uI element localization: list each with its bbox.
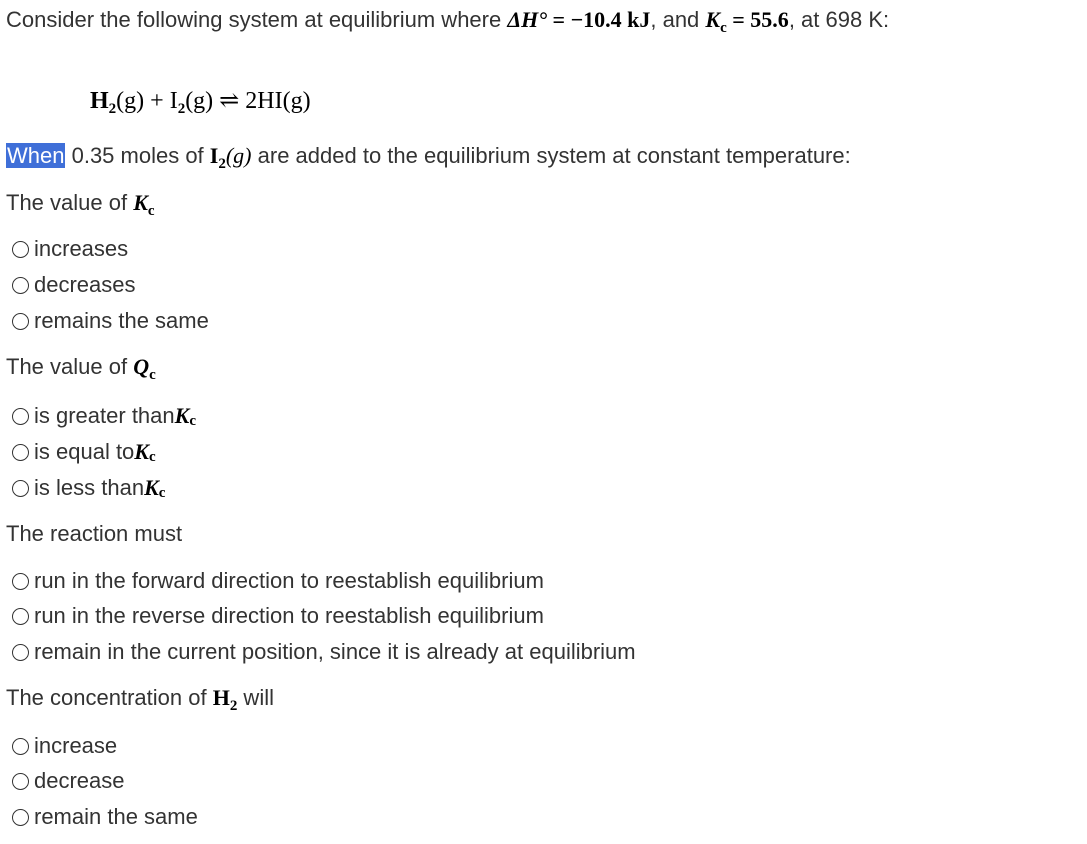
q2-option-less-than[interactable]: is less than K c — [12, 473, 165, 503]
q3-option-reverse[interactable]: run in the reverse direction to reestablish equilibrium — [12, 601, 544, 631]
problem-intro — [6, 5, 1066, 38]
delta-h-symbol: ΔH° — [507, 7, 548, 32]
q2-option-equal-to[interactable]: is equal to K c — [12, 437, 156, 467]
question-2-label: The value of $Q_c$ — [6, 354, 156, 383]
radio-button[interactable] — [12, 480, 29, 497]
q4-option-increase[interactable]: increase — [12, 731, 117, 761]
kc-symbol: K — [705, 7, 721, 32]
radio-button[interactable] — [12, 313, 29, 330]
radio-button[interactable] — [12, 809, 29, 826]
delta-h-value: = −10.4 kJ — [547, 7, 651, 32]
q3-option-remain[interactable]: remain in the current position, since it is already at equilibrium — [12, 637, 636, 667]
selected-text-highlight: When — [7, 143, 65, 168]
radio-button[interactable] — [12, 773, 29, 790]
q3-option-forward[interactable]: run in the forward direction to reestablish equilibrium — [12, 566, 544, 596]
question-3-label: The reaction must — [6, 521, 183, 546]
q1-option-decreases[interactable]: decreases — [12, 270, 136, 300]
radio-button[interactable] — [12, 644, 29, 661]
kc-value: = 55.6 — [726, 7, 789, 32]
radio-button[interactable] — [12, 408, 29, 425]
intro-text-2: , and — [650, 7, 706, 32]
intro-text: Consider the following system at equilibrium where — [6, 7, 508, 32]
radio-button[interactable] — [12, 444, 29, 461]
radio-button[interactable] — [12, 573, 29, 590]
change-statement: When 0.35 moles of $I_2(g)$ are added to the equilibrium system at constant temperature: — [7, 143, 851, 172]
q4-option-remain-same[interactable]: remain the same — [12, 802, 198, 832]
q1-option-increases[interactable]: increases — [12, 234, 128, 264]
radio-button[interactable] — [12, 277, 29, 294]
radio-button[interactable] — [12, 738, 29, 755]
q4-option-decrease[interactable]: decrease — [12, 766, 125, 796]
q2-option-greater-than[interactable]: is greater than K c — [12, 401, 196, 431]
intro-text-3: , at 698 K: — [788, 7, 890, 32]
radio-button[interactable] — [12, 608, 29, 625]
reaction-equation: $H_2(g) + I_2(g)$ ⇌ 2HI(g) — [90, 88, 311, 117]
radio-button[interactable] — [12, 241, 29, 258]
question-1-label: The value of $K_c$ — [6, 190, 155, 219]
kc-subscript: c — [720, 20, 727, 36]
q1-option-remains-same[interactable]: remains the same — [12, 306, 209, 336]
question-4-label: The concentration of $H_2$ will — [6, 685, 274, 714]
